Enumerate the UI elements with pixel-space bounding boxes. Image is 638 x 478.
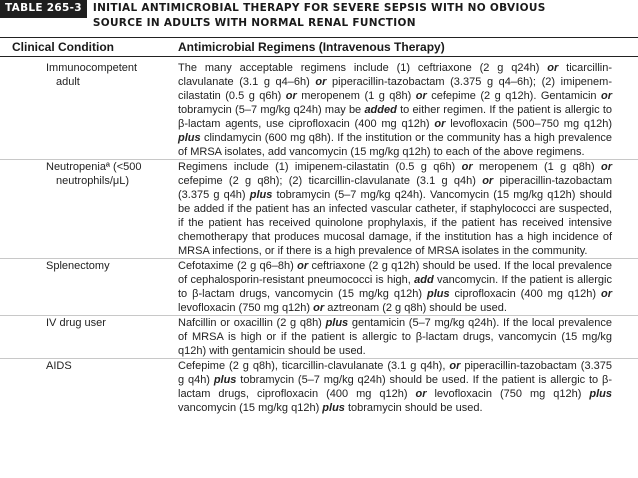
regimen-text: tobramycin (5–7 mg/kg q24h) may be [178, 104, 365, 116]
regimen-text: tobramycin (5–7 mg/kg q24h). Vancomycin (15 mg/kg q12h) should be added if the patient has an infected vascular catheter, if staphylococci are suspected, if the patient has received quinolone prophylaxis, if the patient has received intensive chemotherapy that produces mucosal damage, if the institution has a high incidence of MRSA infections, or if there is a high prevalence of MRSA isolates in the community. [178, 189, 612, 257]
emphasis-text: or [449, 360, 461, 372]
condition-label: Neutropeniaª (<500 [46, 161, 142, 173]
condition-label-continued: neutrophils/μL) [56, 175, 129, 187]
column-header-row [0, 37, 638, 57]
table-body [0, 61, 638, 415]
regimen-text: tobramycin should be used. [344, 402, 483, 414]
emphasis-text: or [415, 90, 427, 102]
emphasis-text: or [313, 302, 325, 314]
clinical-condition-cell [0, 160, 178, 258]
regimen-cell [178, 160, 638, 258]
regimen-text: ceftriaxone (2 g q12h) should be used. If the local prevalence of cephalosporin-resistant pneumococci is high, [178, 260, 612, 286]
emphasis-text: or [297, 260, 309, 272]
column-header-regimen: Antimicrobial Regimens (Intravenous Therapy) [178, 40, 445, 54]
regimen-text: cefepime (2 g q8h); (2) ticarcillin-clavulanate (3.1 g q4h) [178, 175, 483, 187]
emphasis-text: or [285, 90, 297, 102]
condition-label: Splenectomy [46, 260, 110, 272]
emphasis-text: plus [322, 402, 345, 414]
condition-label: Immunocompetent [46, 62, 138, 74]
regimen-text: vancomycin (15 mg/kg q12h) [178, 402, 323, 414]
condition-label: IV drug user [46, 317, 106, 329]
emphasis-text: or [601, 161, 613, 173]
emphasis-text: added [364, 104, 397, 116]
clinical-condition-cell [0, 61, 178, 159]
emphasis-text: or [601, 288, 612, 300]
emphasis-text: plus [426, 288, 450, 300]
table-row [0, 316, 638, 359]
regimen-text: levofloxacin (750 mg q12h) [426, 388, 590, 400]
clinical-condition-cell [0, 359, 178, 415]
regimen-cell [178, 61, 638, 159]
emphasis-text: plus [589, 388, 612, 400]
condition-label-continued: adult [56, 76, 80, 88]
emphasis-text: or [482, 175, 494, 187]
regimen-cell [178, 316, 638, 358]
table-number-badge: TABLE 265-3 [0, 0, 87, 18]
column-header-condition: Clinical Condition [12, 40, 114, 54]
table-row [0, 61, 638, 160]
regimen-text: Regimens include (1) imipenem-cilastatin (0.5 g q6h) [178, 161, 462, 173]
regimen-text: ticarcillin-clavulanate (3.1 g q4–6h) [178, 62, 612, 88]
regimen-text: piperacillin-tazobactam (3.375 g q4h) [178, 175, 612, 201]
emphasis-text: plus [213, 374, 237, 386]
regimen-text: to either regimen. If the patient is allergic to β-lactam agents, use ciprofloxacin (400 mg q12h) [178, 104, 612, 130]
emphasis-text: plus [249, 189, 273, 201]
regimen-text: Cefepime (2 g q8h), ticarcillin-clavulanate (3.1 g q4h), [178, 360, 450, 372]
regimen-text: ciprofloxacin (400 mg q12h) [449, 288, 601, 300]
emphasis-text: plus [325, 317, 349, 329]
table-row [0, 359, 638, 415]
clinical-condition-cell [0, 259, 178, 315]
regimen-text: vancomycin. If the patient is allergic to β-lactam drugs, vancomycin (15 mg/kg q12h) [178, 274, 612, 300]
table-row [0, 259, 638, 316]
regimen-text: Cefotaxime (2 g q6–8h) [178, 260, 298, 272]
table-row [0, 160, 638, 259]
regimen-text: levofloxacin (750 mg q12h) [178, 302, 314, 314]
emphasis-text: add [414, 274, 434, 286]
emphasis-text: or [461, 161, 473, 173]
emphasis-text: or [315, 76, 327, 88]
emphasis-text: or [434, 118, 446, 130]
regimen-text: meropenem (1 g q8h) [296, 90, 416, 102]
emphasis-text: or [415, 388, 427, 400]
regimen-text: Nafcillin or oxacillin (2 g q8h) [178, 317, 326, 329]
regimen-text: aztreonam (2 g q8h) should be used. [324, 302, 507, 314]
regimen-text: levofloxacin (500–750 mg q12h) [445, 118, 612, 130]
regimen-cell [178, 259, 638, 315]
regimen-text: gentamicin (5–7 mg/kg q24h). If the local prevalence of MRSA is high or if the patient is allergic to β-lactam drugs, vancomycin (15 mg/kg q12h) with gentamicin should be used. [178, 317, 613, 357]
regimen-text: tobramycin (5–7 mg/kg q24h) should be used. If the patient is allergic to β-lactam drugs, ciprofloxacin (400 mg q12h) [178, 374, 612, 400]
emphasis-text: plus [178, 132, 201, 144]
regimen-text: meropenem (1 g q8h) [472, 161, 602, 173]
regimen-text: piperacillin-tazobactam (3.375 g q4h) [178, 360, 612, 386]
emphasis-text: or [547, 62, 559, 74]
regimen-text: The many acceptable regimens include (1) ceftriaxone (2 g q24h) [178, 62, 548, 74]
emphasis-text: or [601, 90, 612, 102]
table-title: INITIAL ANTIMICROBIAL THERAPY FOR SEVERE SEPSIS WITH NO OBVIOUS SOURCE IN ADULTS WITH NORMAL RENAL FUNCTION [92, 2, 546, 29]
regimen-text: clindamycin (600 mg q8h). If the institution or the community has a high prevalence of MRSA isolates, add vancomycin (15 mg/kg q12h) to each of the above regimens. [178, 132, 612, 158]
table-header [0, 0, 638, 34]
regimen-cell [178, 359, 638, 415]
regimen-text: piperacillin-tazobactam (3.375 g q4–6h); (2) imipenem-cilastatin (0.5 g q6h) [178, 76, 612, 102]
clinical-condition-cell [0, 316, 178, 358]
regimen-text: cefepime (2 g q12h). Gentamicin [426, 90, 601, 102]
condition-label: AIDS [46, 360, 72, 372]
